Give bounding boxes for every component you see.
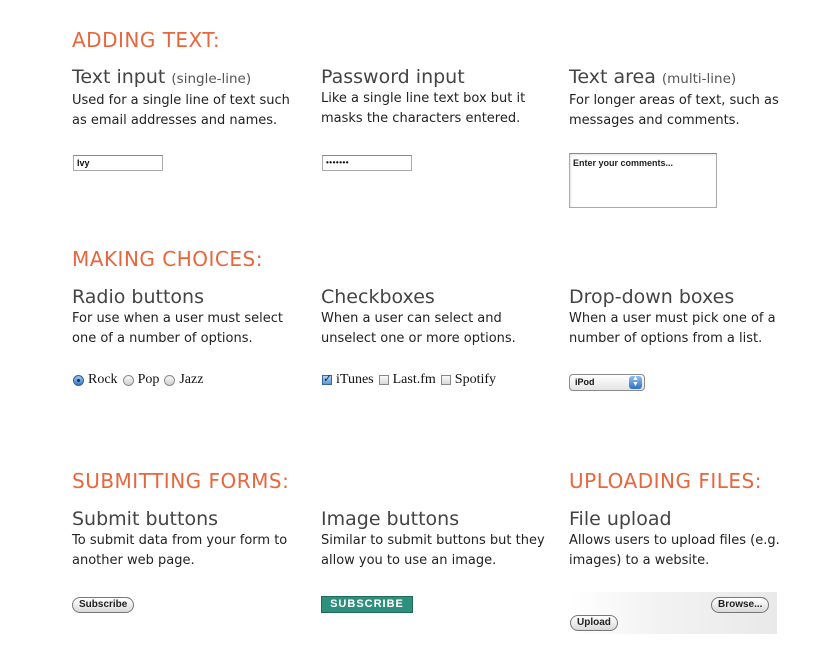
radio-pop[interactable]	[123, 375, 134, 386]
image-buttons-block	[321, 508, 551, 571]
text-area-title	[569, 66, 799, 90]
checkboxes-block	[321, 286, 551, 349]
password-input-field[interactable]: •••••••	[322, 155, 412, 171]
radio-buttons-description: For use when a user must select one of a number of options.	[72, 311, 283, 346]
text-area-description: For longer areas of text, such as messages and comments.	[569, 93, 779, 128]
text-input-description: Used for a single line of text such as email addresses and names.	[72, 93, 290, 128]
radio-group	[73, 372, 208, 388]
dropdown-value: iPod	[575, 377, 595, 387]
section-heading-uploading-files: UPLOADING FILES:	[569, 469, 762, 493]
radio-rock-label: Rock	[88, 372, 118, 387]
radio-pop-label: Pop	[137, 372, 160, 387]
checkbox-lastfm-label: Last.fm	[392, 372, 436, 387]
subscribe-image-button[interactable]: SUBSCRIBE	[321, 596, 413, 613]
subscribe-button[interactable]: Subscribe	[72, 597, 134, 613]
submit-buttons-title: Submit buttons	[72, 508, 219, 530]
section-heading-submitting-forms: SUBMITTING FORMS:	[72, 469, 290, 493]
file-upload-title: File upload	[569, 508, 672, 530]
dropdown-select[interactable]	[569, 374, 645, 391]
submit-buttons-block	[72, 508, 302, 571]
text-input-title	[72, 66, 302, 90]
submit-buttons-description: To submit data from your form to another web page.	[72, 533, 288, 568]
checkboxes-description: When a user can select and unselect one or more options.	[321, 311, 516, 346]
file-upload-description: Allows users to upload files (e.g. images) to a website.	[569, 533, 780, 568]
dropdown-arrows-icon: ▲ ▼	[629, 376, 642, 389]
text-input-block	[72, 66, 302, 131]
radio-jazz-label: Jazz	[179, 372, 204, 387]
section-heading-adding-text: ADDING TEXT:	[72, 28, 221, 52]
text-area-title-main: Text area	[569, 66, 656, 88]
checkbox-spotify-label: Spotify	[454, 372, 497, 387]
radio-buttons-block	[72, 286, 302, 349]
section-heading-making-choices: MAKING CHOICES:	[72, 247, 263, 271]
checkbox-group	[322, 372, 501, 388]
text-input-field[interactable]: Ivy	[73, 155, 163, 171]
radio-jazz[interactable]	[164, 375, 175, 386]
checkbox-itunes-label: iTunes	[336, 372, 374, 387]
radio-buttons-title: Radio buttons	[72, 286, 204, 308]
upload-button[interactable]: Upload	[570, 615, 618, 631]
image-buttons-title: Image buttons	[321, 508, 460, 530]
image-buttons-description: Similar to submit buttons but they allow you to use an image.	[321, 533, 545, 568]
password-input-block	[321, 66, 551, 129]
dropdown-block	[569, 286, 799, 349]
checkbox-itunes[interactable]	[322, 375, 332, 385]
text-input-subtitle: (single-line)	[171, 71, 252, 87]
radio-rock[interactable]	[73, 375, 84, 386]
text-area-subtitle: (multi-line)	[661, 71, 737, 87]
checkbox-spotify[interactable]	[441, 375, 451, 385]
password-input-title: Password input	[321, 66, 465, 88]
text-input-title-main: Text input	[72, 66, 166, 88]
browse-button[interactable]: Browse...	[711, 597, 769, 613]
file-upload-block	[569, 508, 799, 571]
checkbox-lastfm[interactable]	[379, 375, 389, 385]
dropdown-title: Drop-down boxes	[569, 286, 735, 308]
text-area-field[interactable]: Enter your comments...	[569, 153, 717, 208]
password-input-description: Like a single line text box but it masks the characters entered.	[321, 91, 526, 126]
text-area-block	[569, 66, 799, 131]
checkboxes-title: Checkboxes	[321, 286, 435, 308]
dropdown-description: When a user must pick one of a number of options from a list.	[569, 311, 776, 346]
